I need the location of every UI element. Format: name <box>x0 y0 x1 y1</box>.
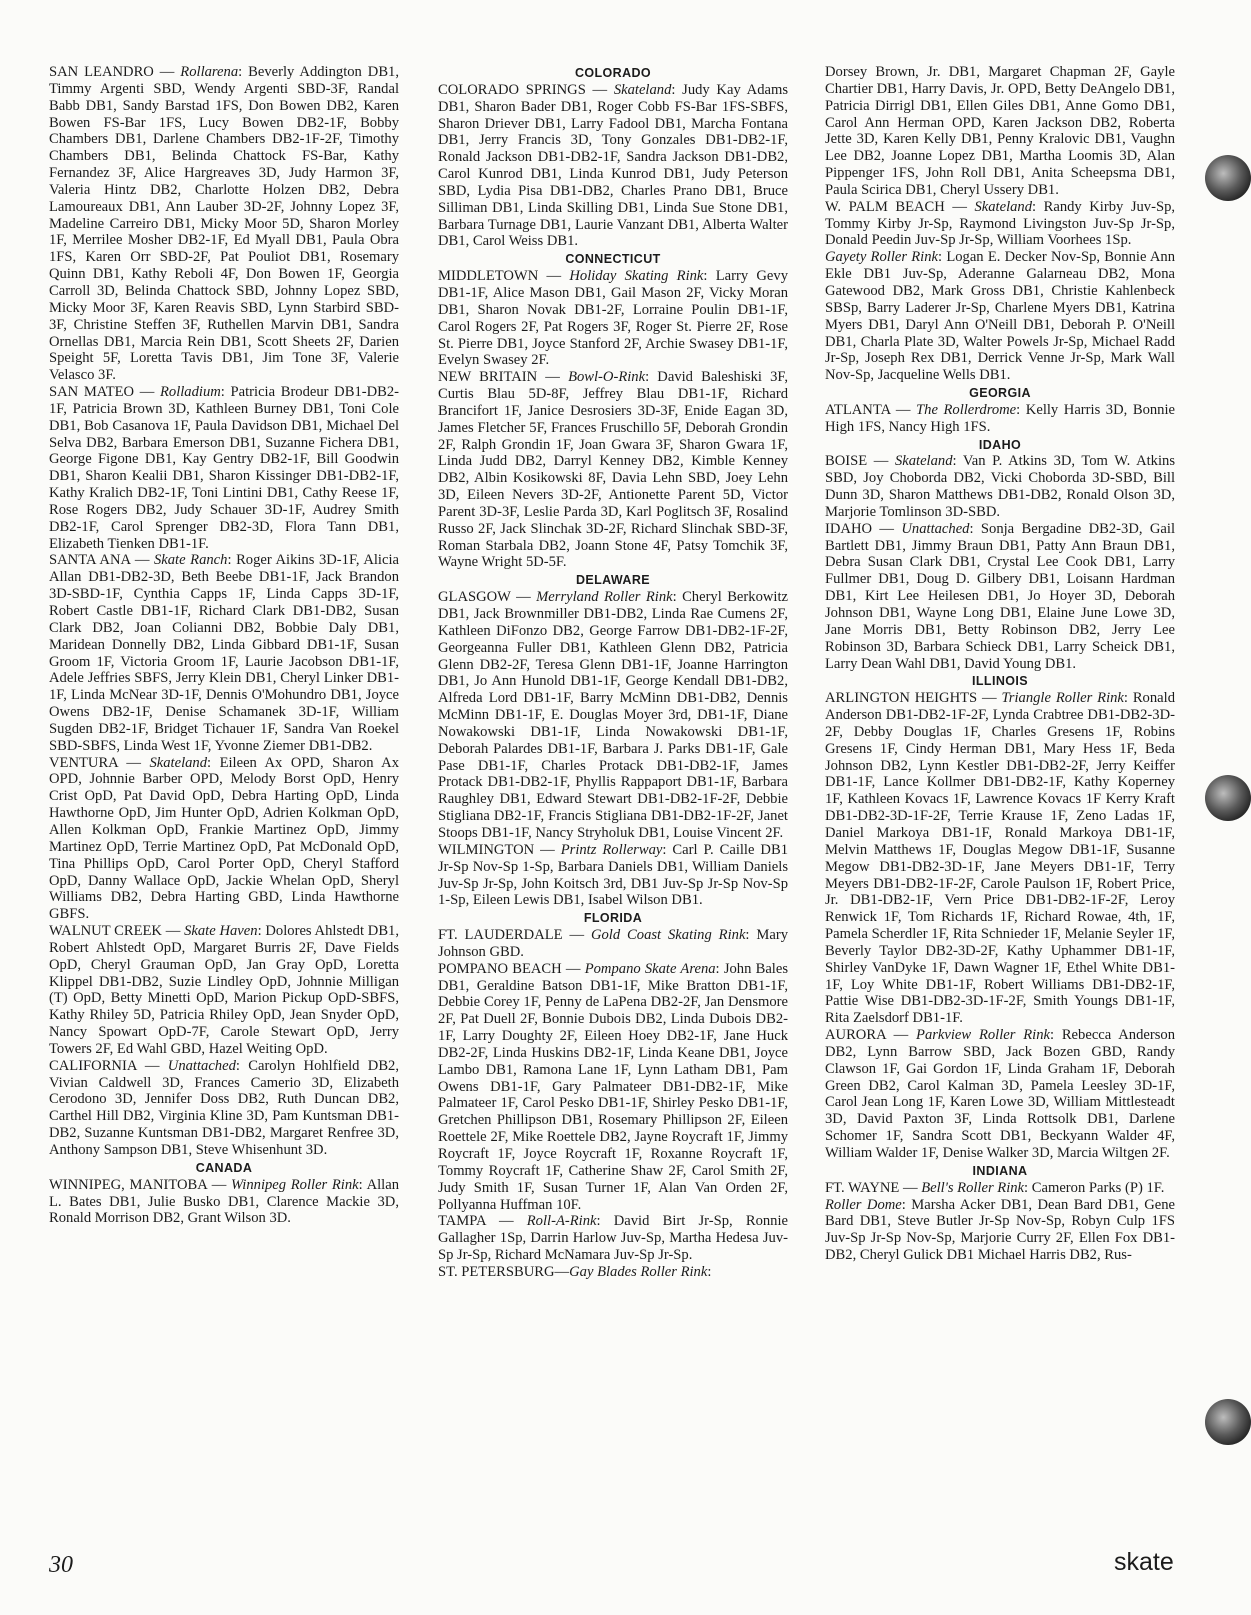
city-name: SAN MATEO <box>49 384 135 401</box>
city-name: COLORADO SPRINGS <box>438 81 586 98</box>
skater-list: John Bales DB1, Geraldine Batson DB1-1F, Mike Bratton DB1-1F, Debbie Corey 1F, Penny de LaPena DB2-2F, Jan Densmore 2F, Pat Duell 2F, Bonnie Dubois DB2, Linda Dubois DB2-1F, Larry Doughty 2F, Eileen Hoey DB2-1F, Jane Huck DB2-2F, Linda Huskins DB2-1F, Linda Keane DB1, Joyce Lambo DB1, Ramona Lane 1F, Lynn Latham DB1, Pam Owens DB1-1F, Gary Palmateer DB1-DB2-1F, Mike Palmateer 1F, Carol Pesko DB1-1F, Shirley Pesko DB1-1F, Gretchen Phillipson DB1, Rosemary Phillipson 2F, Eileen Roettele 2F, Mike Roettele DB2, Jayne Roycraft 1F, Jimmy Roycraft 1F, Joyce Roycraft 1F, Roxanne Roycraft 1F, Tommy Roycraft 1F, Catherine Shaw 2F, Carol Smith 2F, Judy Smith 1F, Susan Turner 1F, Alan Van Orden 2F, Pollyanna Huffman 10F. <box>438 960 789 1213</box>
rink-entry: TAMPA — Roll-A-Rink: David Birt Jr-Sp, Ronnie Gallagher 1Sp, Darrin Harlow Juv-Sp, Martha Hedesa Juv-Sp Jr-Sp, Richard McNamara Juv-Sp Jr-Sp. <box>438 1213 788 1264</box>
rink-name: Unattached <box>901 520 970 537</box>
city-name: SANTA ANA <box>49 552 131 569</box>
skater-list: David Baleshiski 3F, Curtis Blau 5D-8F, Jeffrey Blau DB1-1F, Richard Brancifort 1F, Janice Desrosiers 3D-3F, Enide Eagan 3D, James Fletcher 5F, Frances Fruschillo 5F, Deborah Grondin 2F, Ralph Grondin 1F, Joan Gwara 3F, Sharon Gwara 1F, Linda Judd DB2, Darryl Kenney DB2, Kimble Kenney DB2, Albin Kosikowski 8F, Davia Lehn SBD, Joey Lehn 3D, Eileen Nevers 3D-2F, Antionette Parent 5D, Victor Parent 3D-3F, Leslie Parda 3D, Karl Poglitsch 3F, Rosalind Russo 2F, Jack Slinchak 3D-2F, Richard Slinchak SBD-3F, Roman Starbala DB2, Joann Stone 4F, Patsy Tomchik 3F, Wayne Wright 5D-5F. <box>438 369 788 571</box>
rink-name: Skateland <box>974 198 1033 215</box>
rink-name: Roll-A-Rink <box>526 1213 597 1230</box>
rink-entry: WILMINGTON — Printz Rollerway: Carl P. Caille DB1 Jr-Sp Nov-Sp 1-Sp, Barbara Daniels DB1, William Daniels Juv-Sp Jr-Sp, John Koitsch 3rd, DB1 Juv-Sp Jr-Sp Nov-Sp 1-Sp, Eileen Lewis DB1, Isabel Wilson DB1. <box>438 841 789 909</box>
rink-entry: BOISE — Skateland: Van P. Atkins 3D, Tom W. Atkins SBD, Joy Choborda DB2, Vicki Choborda 3D-SBD, Bill Dunn 3D, Sharon Matthews DB1-DB2, Ronald Olson 3D, Marjorie Tomlinson 3D-SBD. <box>825 453 1176 520</box>
rink-name: Bowl-O-Rink <box>568 369 646 386</box>
rink-entry: IDAHO — Unattached: Sonja Bergadine DB2-3D, Gail Bartlett DB1, Jimmy Braun DB1, Patty Ann Braun DB1, Debra Susan Clark DB1, Crystal Lee Cook DB1, Larry Fullmer DB1, Doug D. Gilbery DB1, Loisann Hardman DB1, Kirt Lee Heilesen DB1, Jo Hoyer 3D, Deborah Johnson DB1, Wayne Long DB1, Elaine June Lowe 3D, Jane Morris DB1, Betty Robinson DB2, Jerry Lee Robinson 3D, Barbara Schieck DB1, Larry Scheick DB1, Larry Dean Wahl DB1, David Young DB1. <box>825 520 1176 672</box>
rink-entry: SAN MATEO — Rolladium: Patricia Brodeur DB1-DB2-1F, Patricia Brown 3D, Kathleen Burney DB1, Toni Cole DB1, Bob Casanova 1F, Paula Davidson DB1, Michael Del Selva DB2, Barbara Emerson DB1, Suzanne Fichera DB1, George Figone DB1, Kay Gentry DB2-1F, Bill Goodwin DB1, Sharon Kealii DB1, Sharon Kissinger DB1-DB2-1F, Kathy Kralich DB2-1F, Toni Lintini DB1, Cathy Reese 1F, Rose Rogers DB2, Judy Schauer 3D-1F, Audrey Smith DB2-1F, Carol Sprenger DB2-3D, Flora Tann DB1, Elizabeth Tienken DB1-1F. <box>49 384 400 552</box>
state-heading: DELAWARE <box>575 573 651 588</box>
skater-list: Cameron Parks (P) 1F. <box>1031 1179 1165 1196</box>
binder-hole <box>1205 775 1251 821</box>
state-heading: IDAHO <box>978 437 1022 452</box>
skater-list: Kelly Harris 3D, Bonnie High 1FS, Nancy High 1FS. <box>825 401 1176 435</box>
rink-name: Skate Ranch <box>153 552 228 569</box>
rink-name: Gay Blades Roller Rink <box>569 1263 708 1280</box>
rink-entry: NEW BRITAIN — Bowl-O-Rink: David Baleshiski 3F, Curtis Blau 5D-8F, Jeffrey Blau DB1-1F, Richard Brancifort 1F, Janice Desrosiers 3D-3F, Enide Eagan 3D, James Fletcher 5F, Frances Fruschillo 5F, Deborah Grondin 2F, Ralph Grondin 1F, Joan Gwara 3F, Sharon Gwara 1F, Linda Judd DB2, Darryl Kenney DB2, Kimble Kenney DB2, Albin Kosikowski 8F, Davia Lehn SBD, Joey Lehn 3D, Eileen Nevers 3D-2F, Antionette Parent 5D, Victor Parent 3D-3F, Leslie Parda 3D, Karl Poglitsch 3F, Rosalind Russo 2F, Jack Slinchak 3D-2F, Richard Slinchak SBD-3F, Roman Starbala DB2, Joann Stone 4F, Patsy Tomchik 3F, Wayne Wright 5D-5F. <box>438 369 788 571</box>
rink-entry: WINNIPEG, MANITOBA — Winnipeg Roller Rink: Allan L. Bates DB1, Julie Busko DB1, Clarence Mackie 3D, Ronald Morrison DB2, Grant Wilson 3D. <box>49 1176 399 1227</box>
city-name: WILMINGTON <box>438 841 535 858</box>
skater-list: Larry Gevy DB1-1F, Alice Mason DB1, Gail Mason 2F, Vicky Moran DB1, Sharon Novak DB1-2F, Lorraine Poulin DB1-1F, Carol Rogers 2F, Pat Rogers 3F, Roger St. Pierre 2F, Rose St. Pierre DB1, Joyce Stanford 2F, Archie Swasey DB1-1F, Evelyn Swasey 2F. <box>438 268 788 369</box>
binder-hole <box>1205 155 1251 201</box>
skater-list: Dolores Ahlstedt DB1, Robert Ahlstedt OpD, Margaret Burris 2F, Dave Fields OpD, Cheryl Grauman OpD, Jan Gray OpD, Loretta Klippel DB1-DB2, Suzie Lindley OpD, Johnnie Milligan (T) OpD, Betty Minetti OpD, Marion Pickup OpD-SBFS, Kathy Rhiley 5D, Patricia Rhiley OpD, Jean Snyder OpD, Nancy Spowart OpD-7F, Carole Stewart OpD, Jerry Towers 2F, Ed Wahl GBD, Hazel Weiting OpD. <box>49 923 400 1057</box>
city-name: ARLINGTON HEIGHTS <box>825 690 978 707</box>
rink-name: Merryland Roller Rink <box>536 589 673 606</box>
rink-entry: AURORA — Parkview Roller Rink: Rebecca Anderson DB2, Lynn Barrow SBD, Jack Bozen GBD, Randy Clawson 1F, Gai Gordon 1F, Linda Graham 1F, Deborah Green DB2, Carol Kalman 3D, Pamela Leesley 3D-1F, Carol Jean Long 1F, Karen Lowe 3D, William Mittlesteadt 3D, David Paxton 3F, Linda Rottsolk DB1, Darlene Schomer 1F, Sandra Scott DB1, Beckyann Walder 4F, William Walder 1F, Denise Walker 3D, Marcia Wiltgen 2F. <box>825 1027 1175 1161</box>
skater-list: Sonja Bergadine DB2-3D, Gail Bartlett DB1, Jimmy Braun DB1, Patty Ann Braun DB1, Debra Susan Clark DB1, Crystal Lee Cook DB1, Larry Fullmer DB1, Doug D. Gilbery DB1, Loisann Hardman DB1, Kirt Lee Heilesen DB1, Jo Hoyer 3D, Deborah Johnson DB1, Wayne Long DB1, Elaine June Lowe 3D, Jane Morris DB1, Betty Robinson DB2, Jerry Lee Robinson 3D, Barbara Schieck DB1, Larry Scheick DB1, Larry Dean Wahl DB1, David Young DB1. <box>825 520 1176 672</box>
skater-list: Rebecca Anderson DB2, Lynn Barrow SBD, Jack Bozen GBD, Randy Clawson 1F, Gai Gordon 1F, Linda Graham 1F, Deborah Green DB2, Carol Kalman 3D, Pamela Leesley 3D-1F, Carol Jean Long 1F, Karen Lowe 3D, William Mittlesteadt 3D, David Paxton 3F, Linda Rottsolk DB1, Darlene Schomer 1F, Sandra Scott DB1, Beckyann Walder 4F, William Walder 1F, Denise Walker 3D, Marcia Wiltgen 2F. <box>825 1027 1175 1161</box>
city-name: AURORA <box>825 1027 886 1044</box>
rink-entry: Gayety Roller Rink: Logan E. Decker Nov-Sp, Bonnie Ann Ekle DB1 Juv-Sp, Aderanne Galarneau DB2, Mona Gatewood DB2, Mark Gross DB1, Christie Kahlenbeck SBSp, Barry Laderer Jr-Sp, Charlene Myers DB1, Katrina Myers DB1, Daryl Ann O'Neill DB1, Deborah P. O'Neill DB1, Charla Plate 3D, Walter Powels Jr-Sp, Michael Radd Jr-Sp, Joseph Rex DB1, Derrick Venne Jr-Sp, Mark Wall Nov-Sp, Jacqueline Wells DB1. <box>825 249 1175 384</box>
state-heading: ILLINOIS <box>972 674 1028 689</box>
city-name: ST. PETERSBURG <box>438 1263 555 1280</box>
rink-name: Triangle Roller Rink <box>1001 690 1124 707</box>
rink-entry: ST. PETERSBURG—Gay Blades Roller Rink: <box>438 1263 712 1280</box>
rink-name: Printz Rollerway <box>560 841 663 858</box>
state-heading: INDIANA <box>972 1163 1028 1178</box>
skater-list: Carl P. Caille DB1 Jr-Sp Nov-Sp 1-Sp, Barbara Daniels DB1, William Daniels Juv-Sp Jr-Sp, John Koitsch 3rd, DB1 Juv-Sp Jr-Sp Nov-Sp 1-Sp, Eileen Lewis DB1, Isabel Wilson DB1. <box>438 841 789 909</box>
rink-name: Gold Coast Skating Rink <box>590 927 746 944</box>
rink-entry: W. PALM BEACH — Skateland: Randy Kirby Juv-Sp, Tommy Kirby Jr-Sp, Raymond Livingston Juv-Sp Jr-Sp, Donald Peedin Juv-Sp Jr-Sp, William Voorhees 1Sp. <box>825 198 1176 249</box>
magazine-name: skate <box>1114 1548 1174 1576</box>
rink-entry: WALNUT CREEK — Skate Haven: Dolores Ahlstedt DB1, Robert Ahlstedt OpD, Margaret Burris 2F, Dave Fields OpD, Cheryl Grauman OpD, Jan Gray OpD, Loretta Klippel DB1-DB2, Suzie Lindley OpD, Johnnie Milligan (T) OpD, Betty Minetti OpD, Marion Pickup OpD-SBFS, Kathy Rhiley 5D, Patricia Rhiley OpD, Jean Snyder OpD, Nancy Spowart OpD-7F, Carole Stewart OpD, Jerry Towers 2F, Ed Wahl GBD, Hazel Weiting OpD. <box>49 923 400 1057</box>
skater-list: David Birt Jr-Sp, Ronnie Gallagher 1Sp, Darrin Harlow Juv-Sp, Martha Hedesa Juv-Sp Jr-Sp, Richard McNamara Juv-Sp Jr-Sp. <box>438 1213 788 1264</box>
rink-entry: ATLANTA — The Rollerdrome: Kelly Harris 3D, Bonnie High 1FS, Nancy High 1FS. <box>825 401 1176 435</box>
rink-entry: MIDDLETOWN — Holiday Skating Rink: Larry Gevy DB1-1F, Alice Mason DB1, Gail Mason 2F, Vicky Moran DB1, Sharon Novak DB1-2F, Lorraine Poulin DB1-1F, Carol Rogers 2F, Pat Rogers 3F, Roger St. Pierre 2F, Rose St. Pierre DB1, Joyce Stanford 2F, Archie Swasey DB1-1F, Evelyn Swasey 2F. <box>438 268 788 369</box>
rink-name: The Rollerdrome <box>916 401 1017 418</box>
rink-entry: Roller Dome: Marsha Acker DB1, Dean Bard DB1, Gene Bard DB1, Steve Butler Jr-Sp Nov-Sp, Robyn Culp 1FS Juv-Sp Jr-Sp Nov-Sp, Marjorie Curry 2F, Ellen Fox DB1-DB2, Cheryl Gulick DB1 Michael Harris DB2, Rus- <box>825 1196 1176 1264</box>
continued-entry: Dorsey Brown, Jr. DB1, Margaret Chapman 2F, Gayle Chartier DB1, Harry Davis, Jr. OPD, Betty DeAngelo DB1, Patricia Dirrigl DB1, Ellen Giles DB1, Anne Gomo DB1, Carol Ann Herman OPD, Karen Jackson DB2, Roberta Jette 3D, Karen Kelly DB1, Penny Kralovic DB1, Vaughn Lee DB2, Joanne Lopez DB1, Martha Loomis 3D, Alan Pippenger 1FS, John Roll DB1, Anita Scheepsma DB1, Paula Scirica DB1, Cheryl Ussery DB1. <box>825 64 1175 198</box>
rink-entry: SAN LEANDRO — Rollarena: Beverly Addington DB1, Timmy Argenti SBD, Wendy Argenti SBD-3F, Randal Babb DB1, Sandy Barstad 1FS, Don Bowen DB2, Karen Bowen FS-Bar 1FS, Lucy Bowen DB2-1F, Bobby Chambers DB1, Darlene Chambers DB2-1F-2F, Timothy Chambers DB1, Belinda Chattock FS-Bar, Kathy Fernandez 3F, Alice Hargreaves 3D, Judy Harmon 3F, Valeria Hintz DB2, Charlotte Holzen DB2, Debra Lamoureaux DB1, Ann Lauber 3D-2F, Johnny Lopez 3F, Madeline Carreiro DB1, Micky Moor 5D, Sharon Morley 1F, Merrilee Mosher DB2-1F, Ed Myall DB1, Paula Obra 1FS, Karen Orr SBD-2F, Pat Pouliot DB1, Rosemary Quinn DB1, Kathy Reboli 4F, Don Bowen 1F, Georgia Carroll 3D, Belinda Chattock SBD, Johnny Lopez SBD, Micky Moor 3F, Karen Reavis SBD, Lynn Starbird SBD-3F, Christine Steffen 3F, Ruthellen Marvin DB1, Sandra Ornellas DB1, Marcia Rein DB1, Scott Sheets 2F, Darien Speight 5F, Loretta Tavis DB1, Jim Tone 3F, Valerie Velasco 3F. <box>49 64 400 384</box>
city-name: WINNIPEG, MANITOBA <box>49 1176 208 1193</box>
skater-list: Beverly Addington DB1, Timmy Argenti SBD, Wendy Argenti SBD-3F, Randal Babb DB1, Sandy Barstad 1FS, Don Bowen DB2, Karen Bowen FS-Bar 1FS, Lucy Bowen DB2-1F, Bobby Chambers DB1, Darlene Chambers DB2-1F-2F, Timothy Chambers DB1, Belinda Chattock FS-Bar, Kathy Fernandez 3F, Alice Hargreaves 3D, Judy Harmon 3F, Valeria Hintz DB2, Charlotte Holzen DB2, Debra Lamoureaux DB1, Ann Lauber 3D-2F, Johnny Lopez 3F, Madeline Carreiro DB1, Micky Moor 5D, Sharon Morley 1F, Merrilee Mosher DB2-1F, Ed Myall DB1, Paula Obra 1FS, Karen Orr SBD-2F, Pat Pouliot DB1, Rosemary Quinn DB1, Kathy Reboli 4F, Don Bowen 1F, Georgia Carroll 3D, Belinda Chattock SBD, Johnny Lopez SBD, Micky Moor 3F, Karen Reavis SBD, Lynn Starbird SBD-3F, Christine Steffen 3F, Ruthellen Marvin DB1, Sandra Ornellas DB1, Marcia Rein DB1, Scott Sheets 2F, Darien Speight 5F, Loretta Tavis DB1, Jim Tone 3F, Valerie Velasco 3F. <box>49 64 400 384</box>
state-heading: COLORADO <box>574 66 652 80</box>
city-name: GLASGOW <box>438 589 511 606</box>
city-name: FT. WAYNE <box>825 1179 900 1196</box>
binder-hole <box>1205 1399 1251 1445</box>
skater-list: Randy Kirby Juv-Sp, Tommy Kirby Jr-Sp, Raymond Livingston Juv-Sp Jr-Sp, Donald Peedin Juv-Sp Jr-Sp, William Voorhees 1Sp. <box>825 198 1176 249</box>
city-name: MIDDLETOWN <box>438 268 539 285</box>
rink-name: Pompano Skate Arena <box>584 960 716 977</box>
rink-entry: COLORADO SPRINGS — Skateland: Judy Kay Adams DB1, Sharon Bader DB1, Roger Cobb FS-Bar 1FS-SBFS, Sharon Driever DB1, Larry Fadool DB1, Marcha Fontana DB1, Jerry Francis 3D, Tony Gonzales DB1-DB2-1F, Ronald Jackson DB1-DB2-1F, Sandra Jackson DB1-DB2, Carol Kunrod DB1, Linda Kunrod DB1, Judy Peterson SBD, Lydia Pisa DB1-DB2, Charles Prano DB1, Bruce Silliman DB1, Linda Skilling DB1, Linda Sue Stone DB1, Barbara Turnage DB1, Laurie Vanzant DB1, Alberta Walter DB1, Carol Weiss DB1. <box>438 81 788 250</box>
rink-entry: FT. WAYNE — Bell's Roller Rink: Cameron Parks (P) 1F. <box>825 1179 1165 1196</box>
rink-name: Bell's Roller Rink <box>921 1179 1025 1196</box>
skater-list: Allan L. Bates DB1, Julie Busko DB1, Clarence Mackie 3D, Ronald Morrison DB2, Grant Wilson 3D. <box>49 1176 399 1227</box>
rink-name: Winnipeg Roller Rink <box>230 1176 359 1193</box>
rink-entry: CALIFORNIA — Unattached: Carolyn Hohlfield DB2, Vivian Caldwell 3D, Frances Camerio 3D, Elizabeth Cerodono 3D, Jennifer Doss DB2, Ruth Duncan DB2, Carthel Hill DB2, Virginia Kline 3D, Pam Kuntsman DB1-DB2, Suzanne Kuntsman DB1-DB2, Margaret Renfree 3D, Anthony Sampson DB1, Steve Whisenhunt 3D. <box>49 1057 400 1158</box>
rink-name: Skateland <box>894 453 953 470</box>
state-heading: FLORIDA <box>583 911 643 926</box>
skater-list: Logan E. Decker Nov-Sp, Bonnie Ann Ekle DB1 Juv-Sp, Aderanne Galarneau DB2, Mona Gatewood DB2, Mark Gross DB1, Christie Kahlenbeck SBSp, Barry Laderer Jr-Sp, Charlene Myers DB1, Katrina Myers DB1, Daryl Ann O'Neill DB1, Deborah P. O'Neill DB1, Charla Plate 3D, Walter Powels Jr-Sp, Michael Radd Jr-Sp, Joseph Rex DB1, Derrick Venne Jr-Sp, Mark Wall Nov-Sp, Jacqueline Wells DB1. <box>825 249 1175 384</box>
city-name: ATLANTA <box>825 401 891 418</box>
rink-entry: ARLINGTON HEIGHTS — Triangle Roller Rink: Ronald Anderson DB1-DB2-1F-2F, Lynda Crabtree DB1-DB2-3D-2F, Debby Douglas 1F, Charles Gresens 1F, Robins Gresens 1F, Cindy Herman DB1, Mary Hess 1F, Beda Johnson DB2, Lynn Kestler DB1-DB2-2F, Jerry Keiffer DB1-1F, Lance Kollmer DB1-DB2-1F, Kathy Koperney 1F, Kathleen Kovacs 1F, Lawrence Kovacs 1F Kerry Kraft DB1-DB2-3D-1F-2F, Terrie Krause 1F, Zeno Ladas 1F, Daniel Markoya DB1-1F, Ronald Markoya DB1-1F, Melvin Matthews 1F, Douglas Megow DB1-1F, Susanne Megow DB1-DB2-3D-1F, Jane Meyers DB1-1F, Terry Meyers DB1-DB2-1F-2F, Carole Paulson 1F, Robert Price, Jr. DB1-DB2-1F, Vern Price DB1-DB2-1F-2F, Leroy Renwick 1F, Tom Richards 1F, Richard Rowae, 4th, 1F, Pamela Scherdler 1F, Rita Schnieder 1F, Melanie Seyler 1F, Beverly Taylor DB2-3D-2F, Kathy Uphammer DB1-1F, Shirley VanDyke 1F, Dawn Wagner 1F, Ethel White DB1-1F, Loy White DB1-1F, Robert Williams DB1-DB2-1F, Pattie Wise DB1-DB2-3D-1F-2F, Smith Youngs DB1-1F, Rita Zaelsdorf DB1-1F. <box>825 690 1175 1027</box>
city-name: CALIFORNIA <box>49 1057 137 1074</box>
skater-list: Mary Johnson GBD. <box>438 927 788 960</box>
skater-list: Marsha Acker DB1, Dean Bard DB1, Gene Bard DB1, Steve Butler Jr-Sp Nov-Sp, Robyn Culp 1FS Juv-Sp Jr-Sp Nov-Sp, Marjorie Curry 2F, Ellen Fox DB1-DB2, Cheryl Gulick DB1 Michael Harris DB2, Rus- <box>825 1196 1176 1264</box>
skater-list: Eileen Ax OPD, Sharon Ax OPD, Johnnie Barber OPD, Melody Borst OpD, Henry Crist OpD, Pat David OpD, Debra Harting OpD, Linda Hawthorne OpD, Jim Hunter OpD, Adrien Kolkman OpD, Allen Kolkman OpD, Frankie Martinez OpD, Jimmy Martinez OpD, Terrie Martinez OpD, Pat McDonald OpD, Tina Phillips OpD, Carol Porter OpD, Cheryl Stafford OpD, Danny Wallace OpD, Jackie Whelan OpD, Sheryl Williams DB2, Debra Harting GBD, Linda Hawthorne GBFS. <box>49 754 399 923</box>
rink-name: Unattached <box>167 1057 236 1074</box>
column-1 <box>49 64 399 1227</box>
rink-name: Rolladium <box>159 384 221 401</box>
rink-name: Skateland <box>149 754 208 771</box>
city-name: SAN LEANDRO <box>49 64 154 80</box>
city-name: BOISE <box>825 453 868 470</box>
city-name: W. PALM BEACH <box>825 198 945 215</box>
city-name: IDAHO <box>825 520 873 537</box>
city-name: TAMPA <box>438 1213 486 1230</box>
column-3 <box>825 64 1175 1264</box>
rink-name: Roller Dome <box>825 1196 902 1213</box>
rink-name: Skate Haven <box>184 923 258 940</box>
rink-entry: SANTA ANA — Skate Ranch: Roger Aikins 3D-1F, Alicia Allan DB1-DB2-3D, Beth Beebe DB1-1F, Jack Brandon 3D-SBD-1F, Cynthia Capps 1F, Linda Capps 3D-1F, Robert Castle DB1-1F, Richard Clark DB1-DB2, Susan Clark DB2, Joan Colianni DB2, Bobbie Daly DB1, Maridean Donnelly DB2, Linda Gibbard DB1-1F, Susan Groom 1F, Victoria Groom 1F, Laurie Jacobson DB1-1F, Adele Jeffries SBFS, Jerry Klein DB1, Cheryl Linker DB1-1F, Linda McNear 3D-1F, Dennis O'Mohundro DB1, Joyce Owens DB2-1F, Denise Schamanek 3D-1F, William Sugden DB2-1F, Bridget Tichauer 1F, Sandra Van Roekel SBD-SBFS, Linda West 1F, Yvonne Ziemer DB1-DB2. <box>49 552 399 754</box>
skater-list: Judy Kay Adams DB1, Sharon Bader DB1, Roger Cobb FS-Bar 1FS-SBFS, Sharon Driever DB1, Larry Fadool DB1, Marcha Fontana DB1, Jerry Francis 3D, Tony Gonzales DB1-DB2-1F, Ronald Jackson DB1-DB2-1F, Sandra Jackson DB1-DB2, Carol Kunrod DB1, Linda Kunrod DB1, Judy Peterson SBD, Lydia Pisa DB1-DB2, Charles Prano DB1, Bruce Silliman DB1, Linda Skilling DB1, Linda Sue Stone DB1, Barbara Turnage DB1, Laurie Vanzant DB1, Alberta Walter DB1, Carol Weiss DB1. <box>438 81 788 250</box>
skater-list: Cheryl Berkowitz DB1, Jack Brownmiller DB1-DB2, Linda Rae Cumens 2F, Kathleen DiFonzo DB2, George Farrow DB1-DB2-1F-2F, Georgeanna Fuller DB1, Kathleen Glenn DB2, Patricia Glenn DB2-2F, Teresa Glenn DB1-1F, Joanne Harrington DB1, Jo Ann Hunold DB1-1F, George Kendall DB1-DB2, Alfreda Lord DB1-1F, Barry McMinn DB1-DB2, Dennis McMinn DB1-1F, E. Douglas Moyer 3rd, DB1-1F, Diane Nowakowski DB1-1F, Linda Nowakowski DB1-1F, Deborah Palardes DB1-1F, Barbara J. Parks DB1-1F, Gale Pase DB1-1F, Charles Protack DB1-DB2-1F, James Protack DB1-DB2-1F, Phyllis Rappaport DB1-1F, Barbara Raughley DB1, Edward Stewart DB1-DB2-1F-2F, Debbie Stigliana DB2-1F, Francis Stigliana DB1-DB2-1F-2F, Janet Stoops DB1-1F, Nancy Stryholuk DB1, Louise Vincent 2F. <box>438 589 788 841</box>
rink-name: Rollarena <box>180 64 239 80</box>
skater-list: Ronald Anderson DB1-DB2-1F-2F, Lynda Crabtree DB1-DB2-3D-2F, Debby Douglas 1F, Charles Gresens 1F, Robins Gresens 1F, Cindy Herman DB1, Mary Hess 1F, Beda Johnson DB2, Lynn Kestler DB1-DB2-2F, Jerry Keiffer DB1-1F, Lance Kollmer DB1-DB2-1F, Kathy Koperney 1F, Kathleen Kovacs 1F, Lawrence Kovacs 1F Kerry Kraft DB1-DB2-3D-1F-2F, Terrie Krause 1F, Zeno Ladas 1F, Daniel Markoya DB1-1F, Ronald Markoya DB1-1F, Melvin Matthews 1F, Douglas Megow DB1-1F, Susanne Megow DB1-DB2-3D-1F, Jane Meyers DB1-1F, Terry Meyers DB1-DB2-1F-2F, Carole Paulson 1F, Robert Price, Jr. DB1-DB2-1F, Vern Price DB1-DB2-1F-2F, Leroy Renwick 1F, Tom Richards 1F, Richard Rowae, 4th, 1F, Pamela Scherdler 1F, Rita Schnieder 1F, Melanie Seyler 1F, Beverly Taylor DB2-3D-2F, Kathy Uphammer DB1-1F, Shirley VanDyke 1F, Dawn Wagner 1F, Ethel White DB1-1F, Loy White DB1-1F, Robert Williams DB1-DB2-1F, Pattie Wise DB1-DB2-3D-1F-2F, Smith Youngs DB1-1F, Rita Zaelsdorf DB1-1F. <box>825 690 1175 1027</box>
page-number: 30 <box>49 1552 73 1578</box>
skater-list: Roger Aikins 3D-1F, Alicia Allan DB1-DB2-3D, Beth Beebe DB1-1F, Jack Brandon 3D-SBD-1F, Cynthia Capps 1F, Linda Capps 3D-1F, Robert Castle DB1-1F, Richard Clark DB1-DB2, Susan Clark DB2, Joan Colianni DB2, Bobbie Daly DB1, Maridean Donnelly DB2, Linda Gibbard DB1-1F, Susan Groom 1F, Victoria Groom 1F, Laurie Jacobson DB1-1F, Adele Jeffries SBFS, Jerry Klein DB1, Cheryl Linker DB1-1F, Linda McNear 3D-1F, Dennis O'Mohundro DB1, Joyce Owens DB2-1F, Denise Schamanek 3D-1F, William Sugden DB2-1F, Bridget Tichauer 1F, Sandra Van Roekel SBD-SBFS, Linda West 1F, Yvonne Ziemer DB1-DB2. <box>49 552 399 754</box>
city-name: FT. LAUDERDALE <box>438 927 563 944</box>
rink-name: Parkview Roller Rink <box>916 1027 1050 1044</box>
state-heading: CANADA <box>195 1160 253 1175</box>
skater-list: Carolyn Hohlfield DB2, Vivian Caldwell 3D, Frances Camerio 3D, Elizabeth Cerodono 3D, Jennifer Doss DB2, Ruth Duncan DB2, Carthel Hill DB2, Virginia Kline 3D, Pam Kuntsman DB1-DB2, Suzanne Kuntsman DB1-DB2, Margaret Renfree 3D, Anthony Sampson DB1, Steve Whisenhunt 3D. <box>49 1057 400 1158</box>
column-2 <box>438 64 788 1281</box>
rink-name: Gayety Roller Rink <box>825 249 939 266</box>
rink-entry: VENTURA — Skateland: Eileen Ax OPD, Sharon Ax OPD, Johnnie Barber OPD, Melody Borst OpD, Henry Crist OpD, Pat David OpD, Debra Harting OpD, Linda Hawthorne OpD, Jim Hunter OpD, Adrien Kolkman OpD, Allen Kolkman OpD, Frankie Martinez OpD, Jimmy Martinez OpD, Terrie Martinez OpD, Pat McDonald OpD, Tina Phillips OpD, Carol Porter OpD, Cheryl Stafford OpD, Danny Wallace OpD, Jackie Whelan OpD, Sheryl Williams DB2, Debra Harting GBD, Linda Hawthorne GBFS. <box>49 754 399 923</box>
city-name: POMPANO BEACH <box>438 960 562 977</box>
city-name: VENTURA <box>49 754 118 771</box>
rink-entry: FT. LAUDERDALE — Gold Coast Skating Rink: Mary Johnson GBD. <box>438 927 788 960</box>
rink-name: Skateland <box>613 81 672 98</box>
rink-entry: GLASGOW — Merryland Roller Rink: Cheryl Berkowitz DB1, Jack Brownmiller DB1-DB2, Linda Rae Cumens 2F, Kathleen DiFonzo DB2, George Farrow DB1-DB2-1F-2F, Georgeanna Fuller DB1, Kathleen Glenn DB2, Patricia Glenn DB2-2F, Teresa Glenn DB1-1F, Joanne Harrington DB1, Jo Ann Hunold DB1-1F, George Kendall DB1-DB2, Alfreda Lord DB1-1F, Barry McMinn DB1-DB2, Dennis McMinn DB1-1F, E. Douglas Moyer 3rd, DB1-1F, Diane Nowakowski DB1-1F, Linda Nowakowski DB1-1F, Deborah Palardes DB1-1F, Barbara J. Parks DB1-1F, Gale Pase DB1-1F, Charles Protack DB1-DB2-1F, James Protack DB1-DB2-1F, Phyllis Rappaport DB1-1F, Barbara Raughley DB1, Edward Stewart DB1-DB2-1F-2F, Debbie Stigliana DB2-1F, Francis Stigliana DB1-DB2-1F-2F, Janet Stoops DB1-1F, Nancy Stryholuk DB1, Louise Vincent 2F. <box>438 589 788 841</box>
city-name: NEW BRITAIN <box>438 369 538 386</box>
state-heading: CONNECTICUT <box>565 252 661 267</box>
skater-list: Van P. Atkins 3D, Tom W. Atkins SBD, Joy Choborda DB2, Vicki Choborda 3D-SBD, Bill Dunn 3D, Sharon Matthews DB1-DB2, Ronald Olson 3D, Marjorie Tomlinson 3D-SBD. <box>825 453 1176 520</box>
skater-list: Patricia Brodeur DB1-DB2-1F, Patricia Brown 3D, Kathleen Burney DB1, Toni Cole DB1, Bob Casanova 1F, Paula Davidson DB1, Michael Del Selva DB2, Barbara Emerson DB1, Suzanne Fichera DB1, George Figone DB1, Kay Gentry DB2-1F, Bill Goodwin DB1, Sharon Kealii DB1, Sharon Kissinger DB1-DB2-1F, Kathy Kralich DB2-1F, Toni Lintini DB1, Cathy Reese 1F, Rose Rogers DB2, Judy Schauer 3D-1F, Audrey Smith DB2-1F, Carol Sprenger DB2-3D, Flora Tann DB1, Elizabeth Tienken DB1-1F. <box>49 384 400 552</box>
rink-entry: POMPANO BEACH — Pompano Skate Arena: John Bales DB1, Geraldine Batson DB1-1F, Mike Bratton DB1-1F, Debbie Corey 1F, Penny de LaPena DB2-2F, Jan Densmore 2F, Pat Duell 2F, Bonnie Dubois DB2, Linda Dubois DB2-1F, Larry Doughty 2F, Eileen Hoey DB2-1F, Jane Huck DB2-2F, Linda Huskins DB2-1F, Linda Keane DB1, Joyce Lambo DB1, Ramona Lane 1F, Lynn Latham DB1, Pam Owens DB1-1F, Gary Palmateer DB1-DB2-1F, Mike Palmateer 1F, Carol Pesko DB1-1F, Shirley Pesko DB1-1F, Gretchen Phillipson DB1, Rosemary Phillipson 2F, Eileen Roettele 2F, Mike Roettele DB2, Jayne Roycraft 1F, Jimmy Roycraft 1F, Joyce Roycraft 1F, Roxanne Roycraft 1F, Tommy Roycraft 1F, Catherine Shaw 2F, Carol Smith 2F, Judy Smith 1F, Susan Turner 1F, Alan Van Orden 2F, Pollyanna Huffman 10F. <box>438 960 789 1213</box>
rink-name: Holiday Skating Rink <box>569 268 704 285</box>
city-name: WALNUT CREEK <box>49 923 162 940</box>
state-heading: GEORGIA <box>969 386 1031 401</box>
